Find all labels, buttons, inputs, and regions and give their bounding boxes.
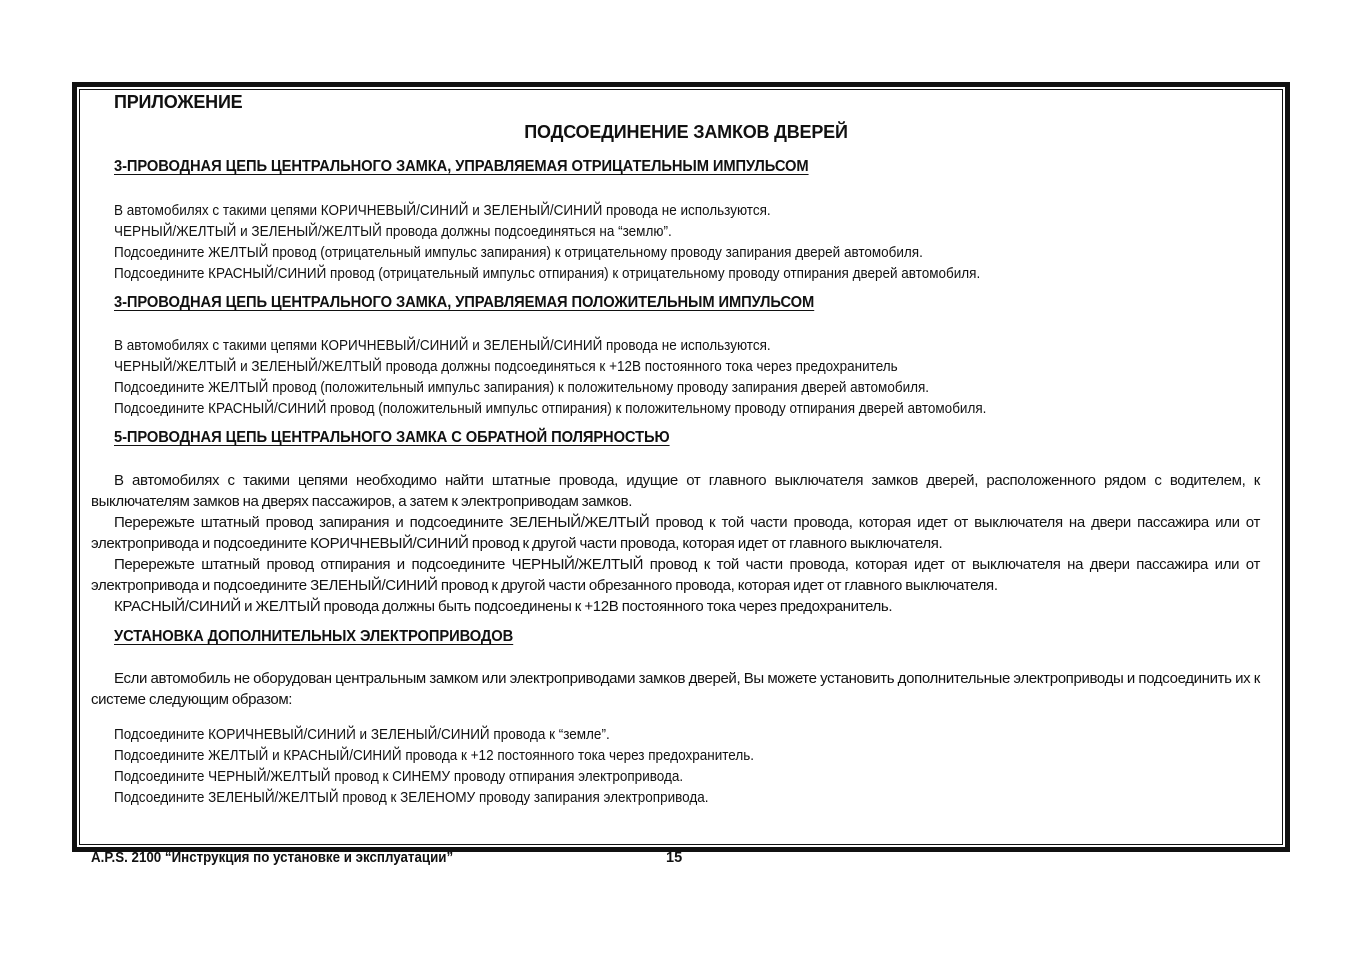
section-2-line: Подсоедините КРАСНЫЙ/СИНИЙ провод (положительный импульс отпирания) к положительному проводу отпирания дверей автомобиля. — [114, 400, 987, 417]
section-2-lines — [114, 335, 986, 419]
page-number: 15 — [666, 850, 683, 866]
footer-doc-title: A.P.S. 2100 “Инструкция по установке и эксплуатации” — [91, 850, 454, 866]
section-4-line: Подсоедините КОРИЧНЕВЫЙ/СИНИЙ и ЗЕЛЕНЫЙ/СИНИЙ провода к “земле”. — [114, 726, 610, 743]
section-4-line: Подсоедините ЗЕЛЕНЫЙ/ЖЕЛТЫЙ провод к ЗЕЛЕНОМУ проводу запирания электропривода. — [114, 789, 709, 806]
section-3-paragraph: Перережьте штатный провод отпирания и подсоедините ЧЕРНЫЙ/ЖЕЛТЫЙ провод к той части провода, которая идет от выключателя на двери пассажира или от электропривода и подсоедините ЗЕЛЕНЫЙ/СИНИЙ провод к другой части обрезанного провода, которая идет от главного выключателя. — [91, 556, 1260, 594]
section-4-title: УСТАНОВКА ДОПОЛНИТЕЛЬНЫХ ЭЛЕКТРОПРИВОДОВ — [114, 628, 514, 645]
section-2-title: 3-ПРОВОДНАЯ ЦЕПЬ ЦЕНТРАЛЬНОГО ЗАМКА, УПРАВЛЯЕМАЯ ПОЛОЖИТЕЛЬНЫМ ИМПУЛЬСОМ — [114, 294, 815, 311]
section-2-line: ЧЕРНЫЙ/ЖЕЛТЫЙ и ЗЕЛЕНЫЙ/ЖЕЛТЫЙ провода должны подсоединяться к +12В постоянного тока через предохранитель — [114, 358, 898, 375]
section-4-intro: Если автомобиль не оборудован центральным замком или электроприводами замков дверей, Вы можете установить дополнительные электроприводы и подсоединить их к системе следующим образом: — [91, 670, 1260, 708]
section-1-line: Подсоедините КРАСНЫЙ/СИНИЙ провод (отрицательный импульс отпирания) к отрицательному проводу отпирания дверей автомобиля. — [114, 265, 981, 282]
section-1-line: В автомобилях с такими цепями КОРИЧНЕВЫЙ/СИНИЙ и ЗЕЛЕНЫЙ/СИНИЙ провода не используются. — [114, 202, 771, 219]
section-4-line: Подсоедините ЧЕРНЫЙ/ЖЕЛТЫЙ провод к СИНЕМУ проводу отпирания электропривода. — [114, 768, 684, 785]
section-1-line: Подсоедините ЖЕЛТЫЙ провод (отрицательный импульс запирания) к отрицательному проводу запирания дверей автомобиля. — [114, 244, 923, 261]
section-1-line: ЧЕРНЫЙ/ЖЕЛТЫЙ и ЗЕЛЕНЫЙ/ЖЕЛТЫЙ провода должны подсоединяться на “землю”. — [114, 223, 672, 240]
section-4-lines — [114, 724, 754, 808]
section-1-lines — [114, 200, 980, 284]
appendix-heading: ПРИЛОЖЕНИЕ — [114, 92, 243, 112]
section-3-title: 5-ПРОВОДНАЯ ЦЕПЬ ЦЕНТРАЛЬНОГО ЗАМКА С ОБРАТНОЙ ПОЛЯРНОСТЬЮ — [114, 429, 670, 446]
section-4-line: Подсоедините ЖЕЛТЫЙ и КРАСНЫЙ/СИНИЙ провода к +12 постоянного тока через предохранитель. — [114, 747, 755, 764]
section-2-line: Подсоедините ЖЕЛТЫЙ провод (положительный импульс запирания) к положительному проводу запирания дверей автомобиля. — [114, 379, 930, 396]
section-1-title: 3-ПРОВОДНАЯ ЦЕПЬ ЦЕНТРАЛЬНОГО ЗАМКА, УПРАВЛЯЕМАЯ ОТРИЦАТЕЛЬНЫМ ИМПУЛЬСОМ — [114, 158, 809, 175]
page-title: ПОДСОЕДИНЕНИЕ ЗАМКОВ ДВЕРЕЙ — [524, 122, 848, 142]
section-3-paragraph: В автомобилях с такими цепями необходимо найти штатные провода, идущие от главного выключателя замков дверей, расположенного рядом с водителем, к выключателям замков на дверях пассажиров, а затем к электроприводам замков. — [91, 472, 1260, 510]
section-2-line: В автомобилях с такими цепями КОРИЧНЕВЫЙ/СИНИЙ и ЗЕЛЕНЫЙ/СИНИЙ провода не используются. — [114, 337, 771, 354]
section-3-paragraph: Перережьте штатный провод запирания и подсоедините ЗЕЛЕНЫЙ/ЖЕЛТЫЙ провод к той части провода, которая идет от выключателя на двери пассажира или от электропривода и подсоедините КОРИЧНЕВЫЙ/СИНИЙ провод к другой части провода, которая идет от главного выключателя. — [91, 514, 1260, 552]
section-3-paragraph: КРАСНЫЙ/СИНИЙ и ЖЕЛТЫЙ провода должны быть подсоединены к +12В постоянного тока через предохранитель. — [114, 598, 893, 615]
